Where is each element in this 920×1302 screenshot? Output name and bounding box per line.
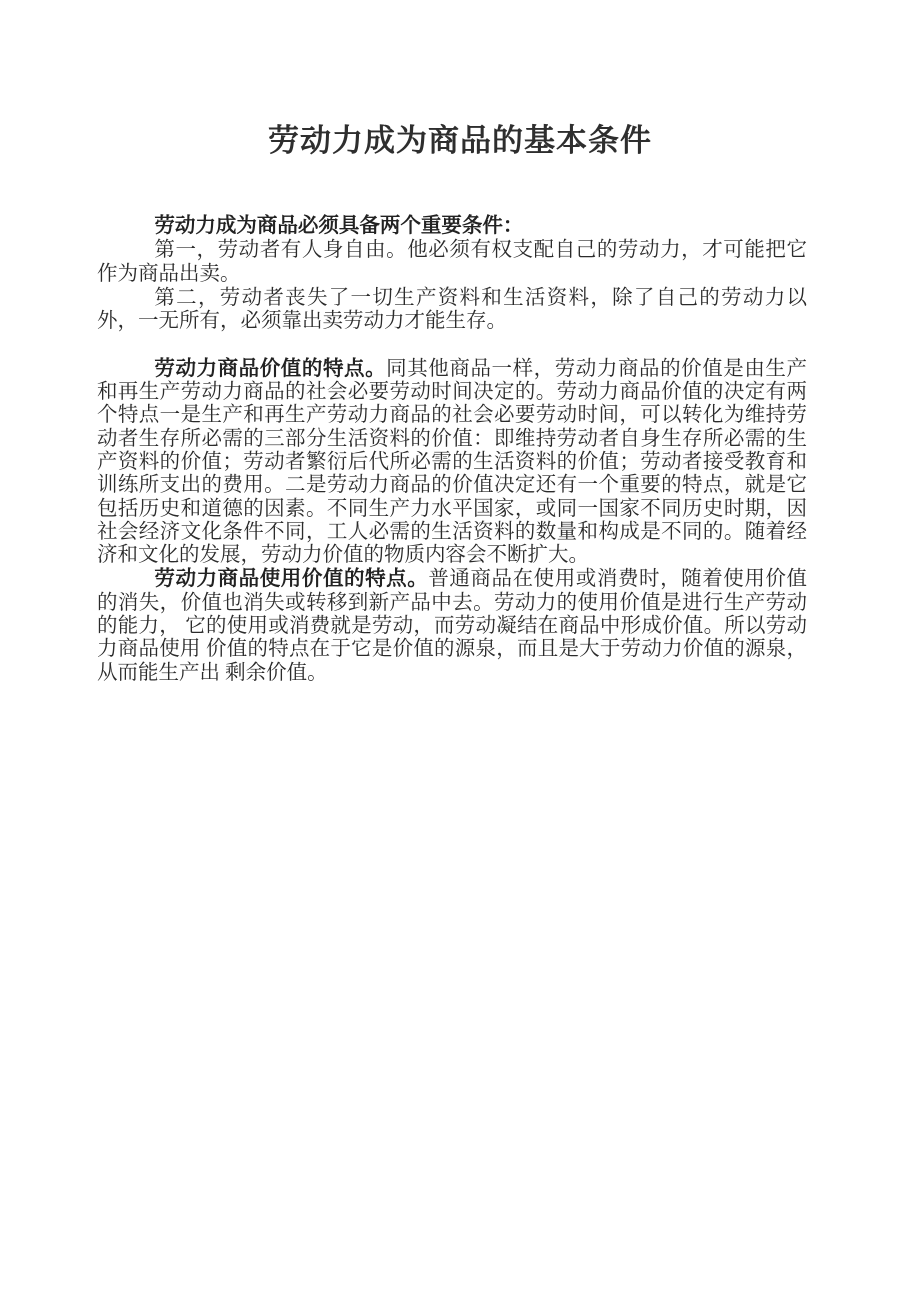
paragraph-text: 第一，劳动者有人身自由。他必须有权支配自己的劳动力，才可能把它作为商品出卖。: [97, 239, 807, 285]
paragraph-text: 同其他商品一样，劳动力商品的价值是由生产和再生产劳动力商品的社会必要劳动时间决定的。劳动力商品价值的决定有两个特点一是生产和再生产劳动力商品的社会必要劳动时间，可以转化为维持劳动者生存所必需的三部分生活资料的价值：即维持劳动者自身生存所必需的生产资料的价值；劳动者繁衍后代所必需的生活资料的价值；劳动者接受教育和训练所支出的费用。二是劳动力商品的价值决定还有一个重要的特点，就是它包括历史和道德的因素。不同生产力水平国家，或同一国家不同历史时期，因社会经济文化条件不同，工人必需的生活资料的数量和构成是不同的。随着经济和文化的发展，劳动力价值的物质内容会不断扩大。: [97, 357, 808, 567]
paragraph-text: 第二，劳动者丧失了一切生产资料和生活资料，除了自己的劳动力以外，一无所有，必须靠出卖劳动力才能生存。: [97, 286, 807, 333]
paragraph: [97, 286, 807, 334]
paragraph: [97, 567, 807, 684]
paragraph-lead: 劳动力成为商品必须具备两个重要条件：: [154, 214, 524, 237]
paragraph-lead: 劳动力商品使用价值的特点。: [154, 567, 429, 591]
paragraph: [97, 357, 807, 568]
page-title: 劳动力成为商品的基本条件: [268, 123, 652, 158]
document-body: [97, 214, 807, 685]
paragraph: [97, 214, 807, 238]
paragraph-text: 普通商品在使用或消费时，随着使用价值的消失，价值也消失或转移到新产品中去。劳动力的使用价值是进行生产劳动的能力， 它的使用或消费就是劳动，而劳动凝结在商品中形成价值。所以劳动力商品使用 价值的特点在于它是价值的源泉，而且是大于劳动力价值的源泉，从而能生产出 剩余价值。: [97, 568, 808, 684]
paragraph: [97, 238, 807, 286]
paragraph-lead: 劳动力商品价值的特点。: [154, 356, 387, 380]
